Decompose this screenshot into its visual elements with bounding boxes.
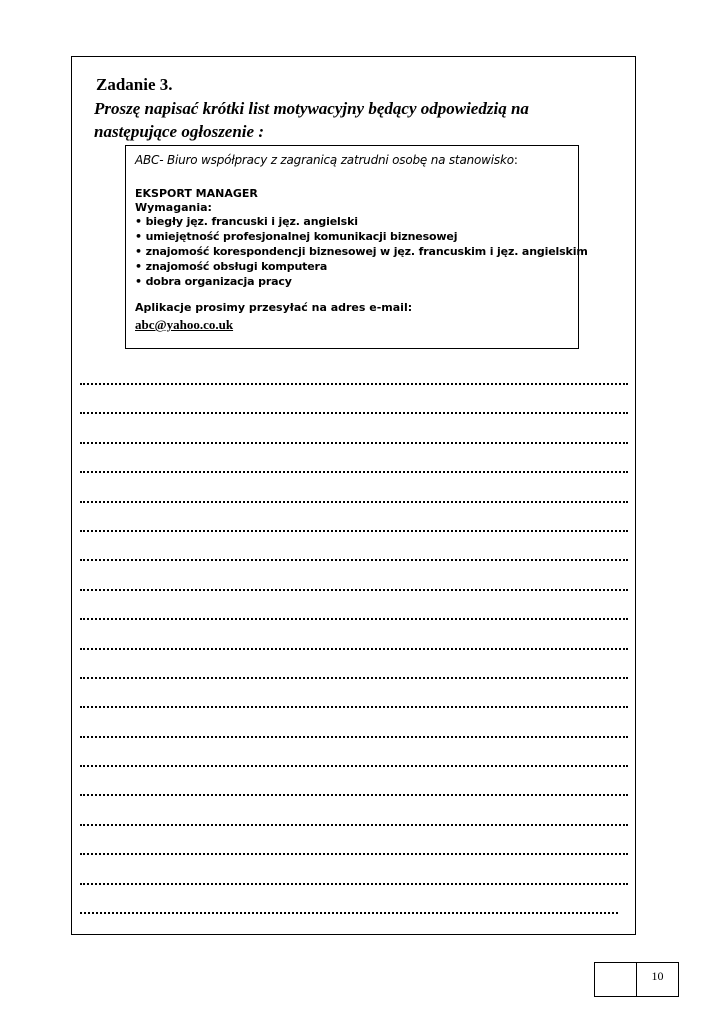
writing-line[interactable] — [80, 461, 628, 490]
writing-line[interactable] — [80, 638, 628, 667]
writing-line[interactable] — [80, 402, 628, 431]
ad-intro — [135, 153, 578, 167]
writing-line[interactable] — [80, 902, 628, 931]
ad-intro-colon: : — [513, 153, 518, 167]
writing-line[interactable] — [80, 520, 628, 549]
writing-line[interactable] — [80, 696, 628, 725]
writing-line[interactable] — [80, 726, 628, 755]
writing-line[interactable] — [80, 549, 628, 578]
requirement-item: • znajomość obsługi komputera — [135, 259, 578, 274]
job-ad-box — [125, 145, 588, 349]
writing-line[interactable] — [80, 373, 628, 402]
writing-line[interactable] — [80, 814, 628, 843]
writing-line[interactable] — [80, 873, 628, 902]
task-title: Zadanie 3. — [96, 75, 173, 94]
ad-requirements-list — [135, 214, 588, 289]
requirement-item: • dobra organizacja pracy — [135, 274, 578, 289]
ad-email-link[interactable]: abc@yahoo.co.uk — [135, 317, 234, 332]
ad-position-title: EKSPORT MANAGER — [135, 187, 258, 200]
writing-line[interactable] — [80, 432, 628, 461]
writing-line[interactable] — [80, 667, 628, 696]
requirement-item: • biegły jęz. francuski i jęz. angielski — [135, 214, 578, 229]
requirement-item: • umiejętność profesjonalnej komunikacji biznesowej — [135, 229, 578, 244]
requirement-item: • znajomość korespondencji biznesowej w jęz. francuskim i jęz. angielskim — [135, 244, 578, 259]
score-box — [594, 962, 637, 997]
writing-line[interactable] — [80, 608, 628, 637]
writing-line[interactable] — [80, 784, 628, 813]
writing-line[interactable] — [80, 843, 628, 872]
page-number: 10 — [636, 962, 679, 997]
ad-requirements-label: Wymagania: — [135, 201, 212, 214]
ad-apply-text: Aplikacje prosimy przesyłać na adres e-mail: — [135, 301, 413, 314]
task-instruction: Proszę napisać krótki list motywacyjny będący odpowiedzią na następujące ogłoszenie : — [94, 99, 529, 141]
ad-intro-text: ABC- Biuro współpracy z zagranicą zatrudni osobę na stanowisko — [135, 153, 514, 167]
answer-writing-area[interactable] — [80, 373, 628, 931]
writing-line[interactable] — [80, 755, 628, 784]
writing-line[interactable] — [80, 579, 628, 608]
writing-line[interactable] — [80, 491, 628, 520]
